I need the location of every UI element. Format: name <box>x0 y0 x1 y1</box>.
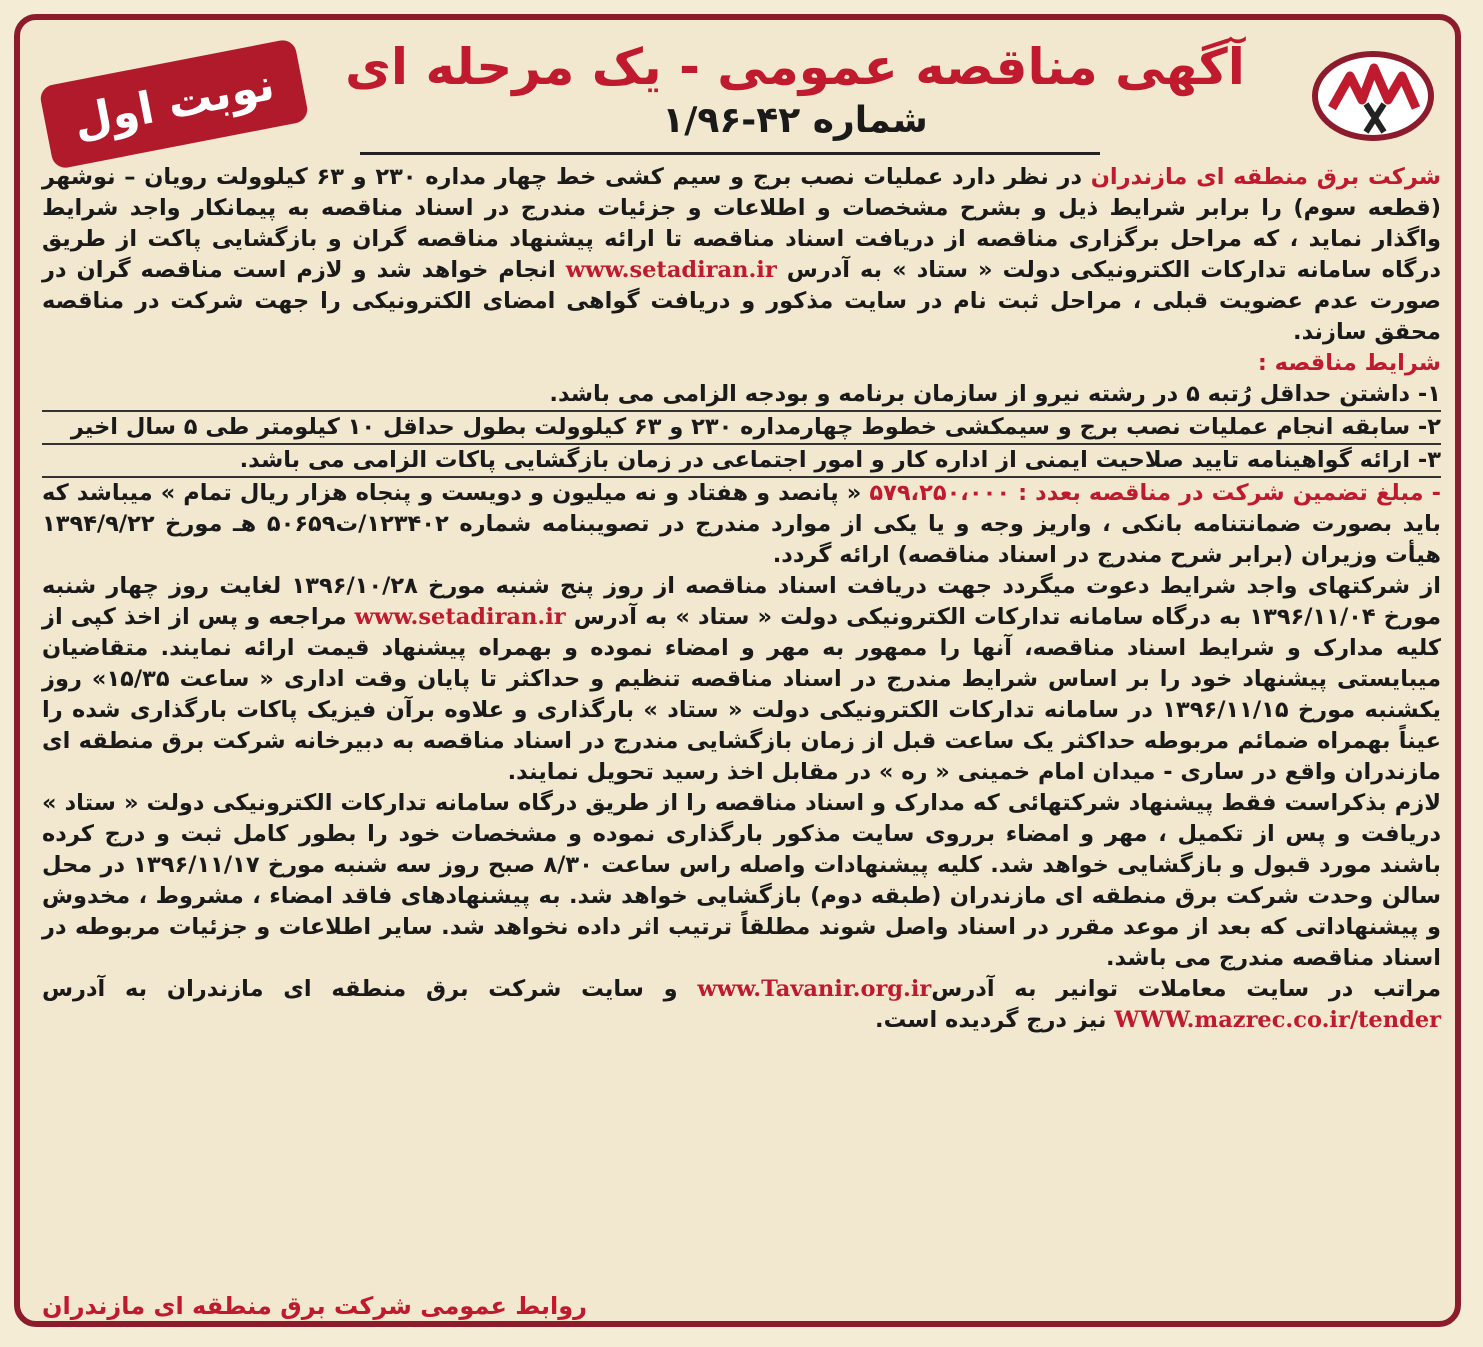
guarantee-paragraph: - مبلغ تضمین شرکت در مناقصه بعدد : ۵۷۹،۲۵۰،۰۰۰ « پانصد و هفتاد و نه میلیون و دویست و پنجاه هزار ریال تمام » میباشد که باید بصورت ضمانتنامه بانکی ، واریز وجه و یا یکی از موارد مندرج در تصویبنامه شماره ۱۲۳۴۰۲/ت۵۰۶۵۹ هـ مورخ ۱۳۹۴/۹/۲۲ هیأت وزیران (برابر شرح مندرج در اسناد مناقصه) ارائه گردد. <box>42 480 1441 568</box>
condition-2: ۲- سابقه انجام عملیات نصب برج و سیمکشی خطوط چهارمداره ۲۳۰ و ۶۳ کیلوولت بطول حداقل ۱۰ کیلومتر طی ۵ سال اخیر <box>42 412 1441 445</box>
header <box>40 38 1440 158</box>
opening-notice: لازم بذکراست فقط پیشنهاد شرکتهائی که مدارک و اسناد مناقصه را از طریق درگاه سامانه تدارکات الکترونیکی دولت « ستاد » دریافت و پس از تکمیل ، مهر و امضاء برروی سایت مذکور بارگذاری نموده و مشخصات خود را بطور کامل ثبت و درج کرده باشند مورد قبول و بازگشایی خواهد شد. کلیه پیشنهادات واصله راس ساعت ۸/۳۰ صبح روز سه شنبه مورخ ۱۳۹۶/۱۱/۱۷ در محل سالن وحدت شرکت برق منطقه ای مازندران (طبقه دوم) بازگشایی خواهد شد. به پیشنهادهای فاقد امضاء ، مشروط ، مخدوش و پیشنهاداتی که بعد از موعد مقرر در اسناد واصل شوند مطلقاً ترتیب اثر داده نخواهد شد. سایر اطلاعات و جزئیات مربوطه در اسناد مناقصه مندرج می باشد. <box>42 790 1441 971</box>
setad-link[interactable]: www.setadiran.ir <box>565 257 777 283</box>
footer-signature: روابط عمومی شرکت برق منطقه ای مازندران <box>42 1292 587 1320</box>
company-logo-icon <box>1310 48 1436 144</box>
title-divider <box>360 152 1100 155</box>
guarantee-amount: ۵۷۹،۲۵۰،۰۰۰ <box>869 480 1011 506</box>
setad-link-2[interactable]: www.setadiran.ir <box>354 604 566 630</box>
tavanir-link[interactable]: www.Tavanir.org.ir <box>697 976 932 1002</box>
invitation-paragraph: از شرکتهای واجد شرایط دعوت میگردد جهت دریافت اسناد مناقصه از روز پنج شنبه مورخ ۱۳۹۶/۱۰/۲۸ لغایت روز چهار شنبه مورخ ۱۳۹۶/۱۱/۰۴ به درگاه سامانه تدارکات الکترونیکی دولت « ستاد » به آدرس www.setadiran.ir مراجعه و پس از اخذ کپی از کلیه مدارک و شرایط اسناد مناقصه، آنها را ممهور به مهر و امضاء نموده و بهمراه پیشنهاد قیمت ارائه نمایند. متقاضیان میبایستی پیشنهاد خود را بر اساس شرایط مندرج در اسناد مناقصه تنظیم و حداکثر تا پایان وقت اداری « ساعت ۱۵/۳۵» روز یکشنبه مورخ ۱۳۹۶/۱۱/۱۵ در سامانه تدارکات الکترونیکی دولت « ستاد » بارگذاری و علاوه برآن فیزیک پاکات بارگذاری شده را عیناً بهمراه ضمائم مربوطه حداکثر یک ساعت قبل از زمان بازگشایی مندرج در اسناد مناقصه به دبیرخانه شرکت برق منطقه ای مازندران واقع در ساری - میدان امام خمینی « ره » در مقابل اخذ رسید تحویل نمایند. <box>42 573 1441 785</box>
guarantee-label: - مبلغ تضمین شرکت در مناقصه بعدد : <box>1010 480 1441 506</box>
tender-subject: عملیات نصب برج و سیم کشی خط چهار مداره ۲۳۰ و ۶۳ کیلوولت رویان – نوشهر (قطعه سوم) <box>42 164 1441 221</box>
mazrec-link[interactable]: WWW.mazrec.co.ir/tender <box>1114 1007 1441 1033</box>
condition-1: ۱- داشتن حداقل رُتبه ۵ در رشته نیرو از سازمان برنامه و بودجه الزامی می باشد. <box>42 379 1441 412</box>
notice-body <box>42 162 1441 1036</box>
company-name: شرکت برق منطقه ای مازندران <box>1090 164 1441 190</box>
intro-paragraph: شرکت برق منطقه ای مازندران در نظر دارد عملیات نصب برج و سیم کشی خط چهار مداره ۲۳۰ و ۶۳ کیلوولت رویان – نوشهر (قطعه سوم) را برابر شرایط ذیل و بشرح مشخصات و اطلاعات و جزئیات مندرج در اسناد مناقصه به پیمانکار واجد شرایط واگذار نماید ، که مراحل برگزاری مناقصه از دریافت اسناد مناقصه تا ارائه پیشنهاد مناقصه گران و بازگشایی پاکت از طریق درگاه سامانه تدارکات الکترونیکی دولت « ستاد » به آدرس www.setadiran.ir انجام خواهد شد و لازم است مناقصه گران در صورت عدم عضویت قبلی ، مراحل ثبت نام در سایت مذکور و دریافت گواهی امضای الکترونیکی را جهت شرکت در مناقصه محقق سازند. <box>42 164 1441 345</box>
sites-paragraph: مراتب در سایت معاملات توانیر به آدرسwww.Tavanir.org.ir و سایت شرکت برق منطقه ای مازندران به آدرس WWW.mazrec.co.ir/tender نیز درج گردیده است. <box>42 976 1442 1033</box>
condition-3: ۳- ارائه گواهینامه تایید صلاحیت ایمنی از اداره کار و امور اجتماعی در زمان بازگشایی پاکات الزامی می باشد. <box>42 445 1441 478</box>
page-title: آگهی مناقصه عمومی - یک مرحله ای <box>345 38 1245 96</box>
conditions-title: شرایط مناقصه : <box>1257 350 1441 376</box>
round-badge: نوبت اول <box>38 38 309 170</box>
tender-number: شماره ۴۲-۱/۹۶ <box>662 100 928 141</box>
